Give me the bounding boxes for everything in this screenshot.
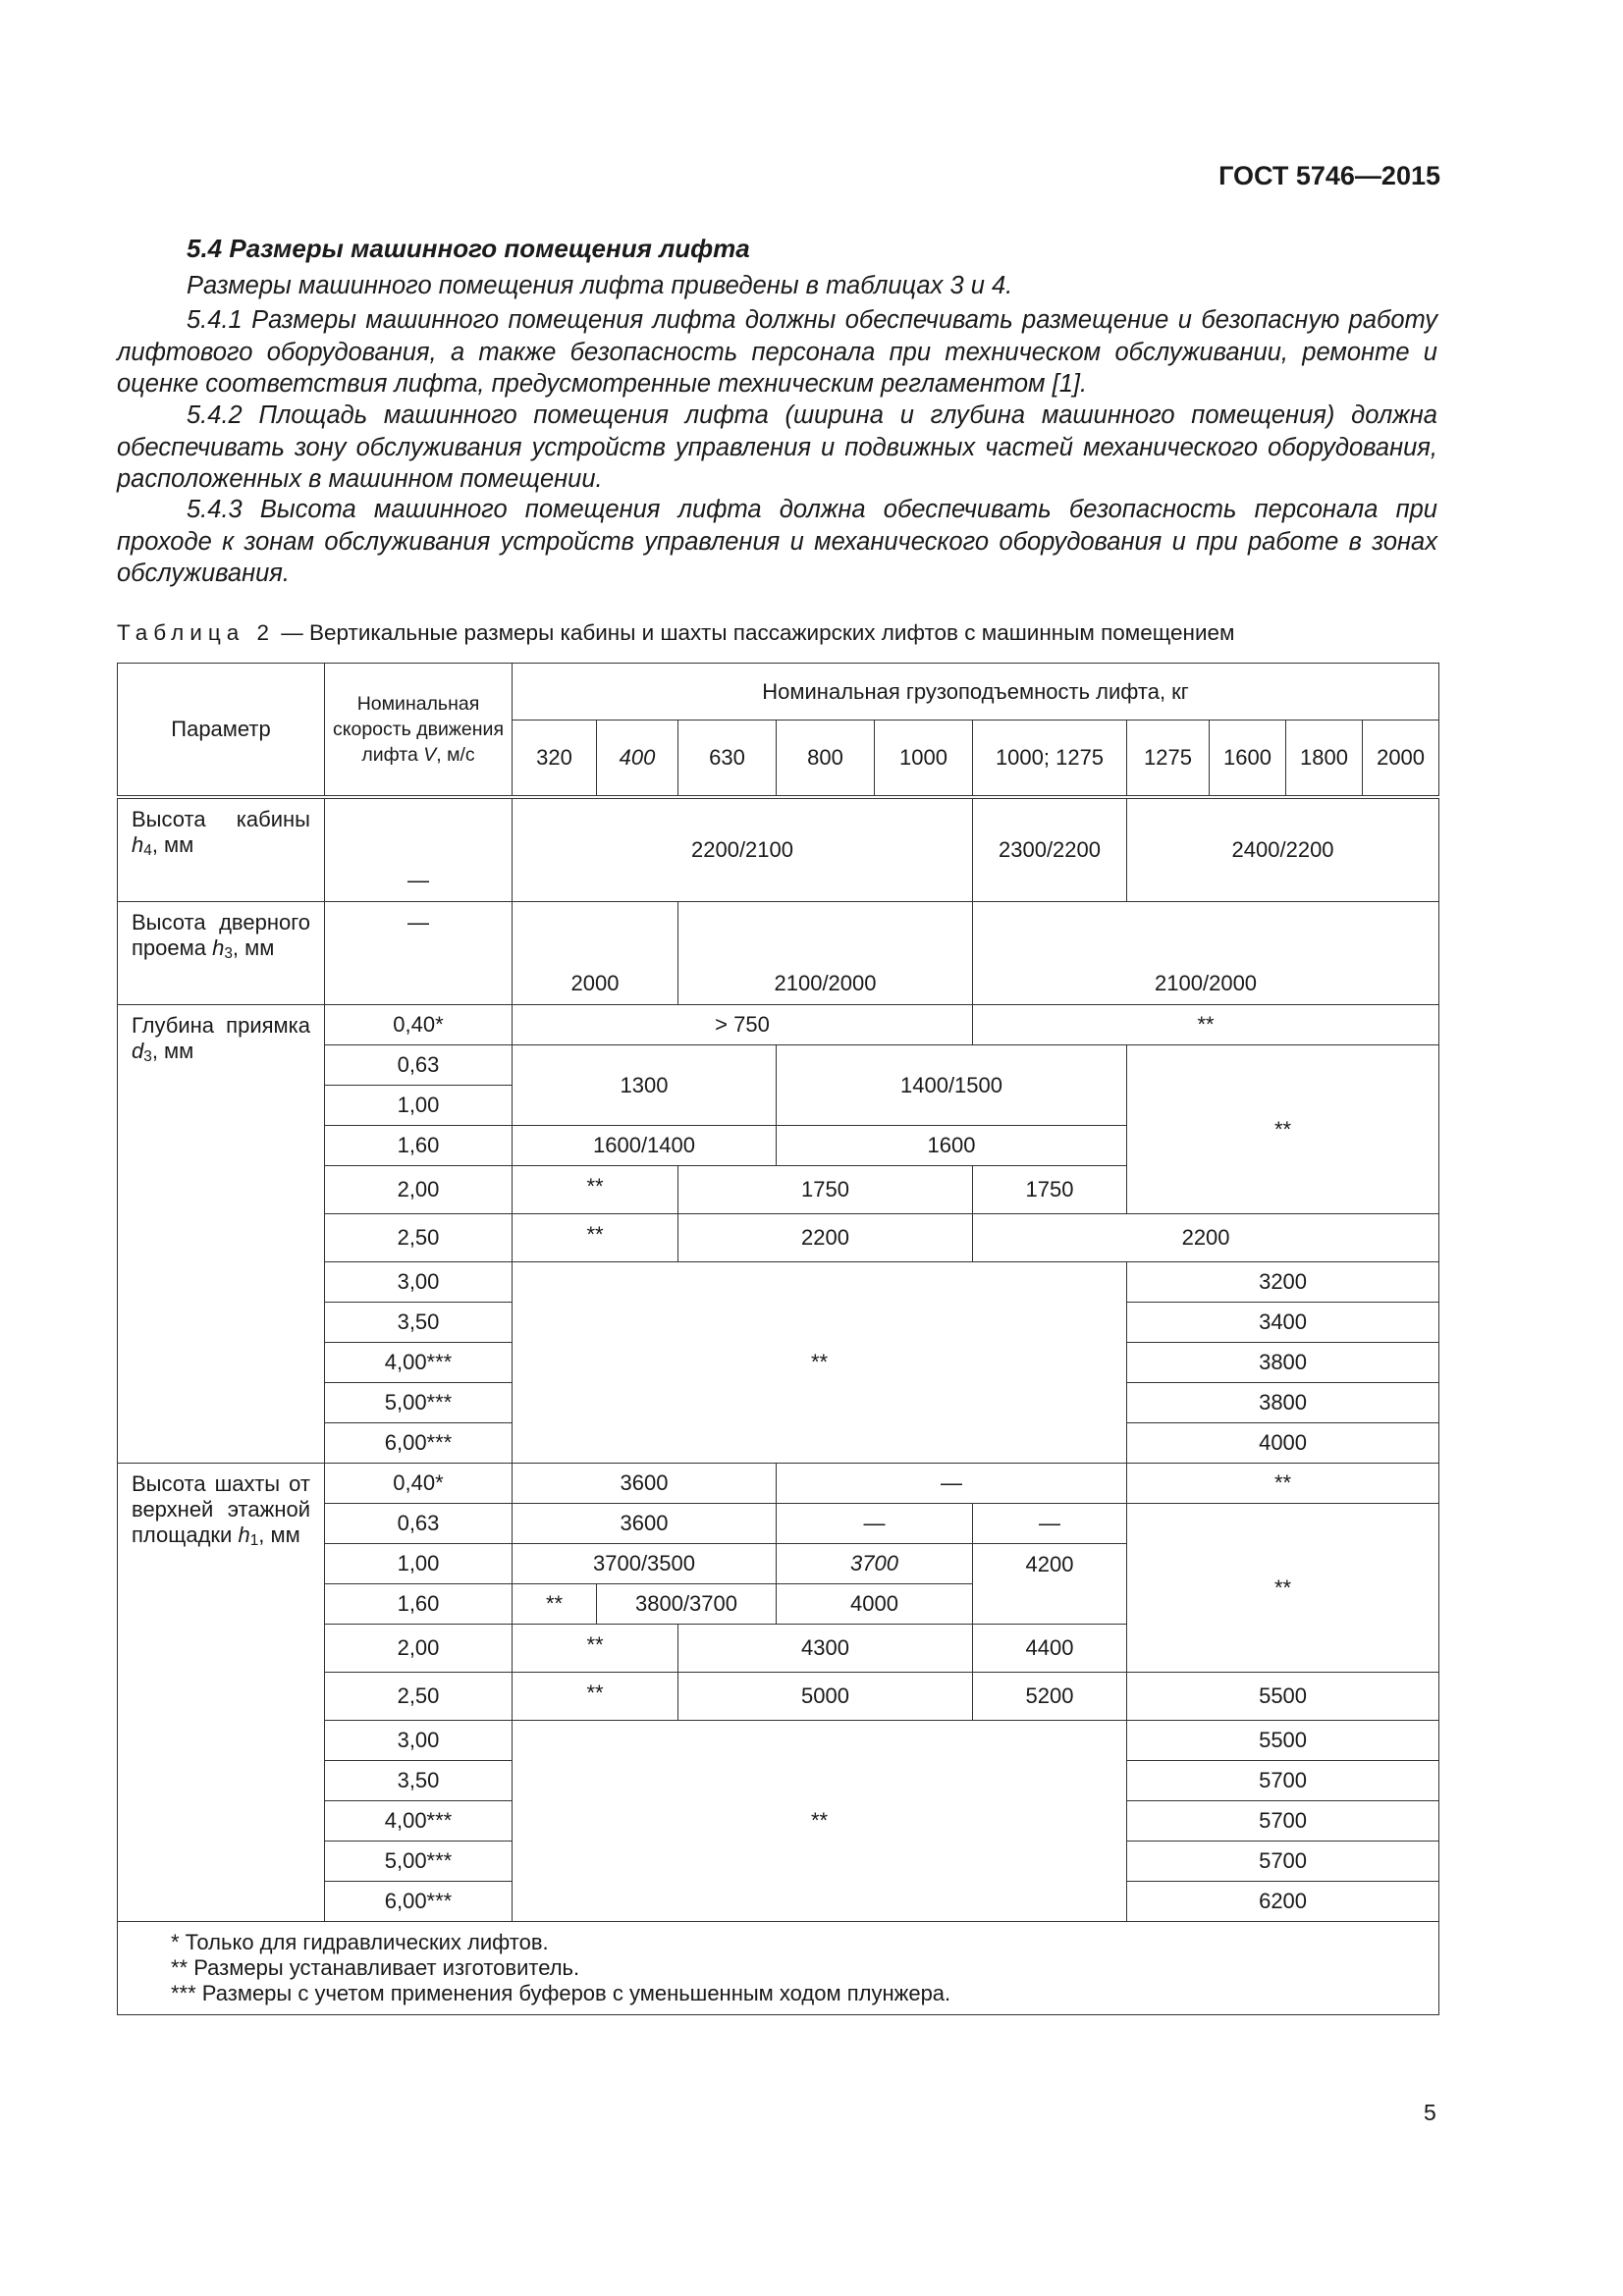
speed-cell: 1,00 (325, 1086, 513, 1126)
cell: 5200 (973, 1673, 1127, 1721)
page-number: 5 (1424, 2100, 1436, 2125)
cell: — (777, 1504, 973, 1544)
table-caption-label: Таблица 2 (117, 620, 275, 645)
cell: ** (513, 1673, 678, 1721)
paragraph-intro: Размеры машинного помещения лифта приведены в таблицах 3 и 4. (187, 272, 1013, 299)
cell: 1600/1400 (513, 1126, 777, 1166)
table-header-row (118, 664, 1439, 721)
cell: 2200 (973, 1214, 1439, 1262)
speed-cell: 0,40* (325, 1464, 513, 1504)
cell: 2100/2000 (678, 902, 973, 1005)
cell: 3700/3500 (513, 1544, 777, 1584)
cell: 4200 (973, 1544, 1127, 1625)
cell: > 750 (513, 1005, 973, 1045)
param-pit-depth: Глубина приямка $d_3$, мм (118, 1005, 325, 1464)
cell: 3800 (1127, 1343, 1439, 1383)
cell: 4000 (1127, 1423, 1439, 1464)
cell: 3600 (513, 1504, 777, 1544)
cell: 3200 (1127, 1262, 1439, 1303)
cell: 1400/1500 (777, 1045, 1127, 1126)
table-row (118, 1005, 1439, 1045)
speed-cell: 1,00 (325, 1544, 513, 1584)
cell: 2200/2100 (513, 797, 973, 902)
header-load: 630 (678, 721, 777, 798)
cell: 6200 (1127, 1882, 1439, 1922)
cell: 1750 (678, 1166, 973, 1214)
table-notes-row (118, 1922, 1439, 2015)
speed-cell: 6,00*** (325, 1882, 513, 1922)
table-row (118, 1464, 1439, 1504)
document-header: ГОСТ 5746—2015 (1218, 161, 1440, 190)
cell: 2300/2200 (973, 797, 1127, 902)
cell: 4400 (973, 1625, 1127, 1673)
cell: ** (973, 1005, 1439, 1045)
speed-cell: 3,00 (325, 1262, 513, 1303)
note: * Только для гидравлических лифтов. (171, 1930, 549, 1954)
cell: — (777, 1464, 1127, 1504)
header-load: 1275 (1127, 721, 1210, 798)
cell: 5500 (1127, 1673, 1439, 1721)
table-row-door-height (118, 902, 1439, 1005)
cell: 1300 (513, 1045, 777, 1126)
paragraph-5-4-2: 5.4.2 Площадь машинного помещения лифта (ширина и глубина машинного помещения) должна обеспечивать зону обслуживания устройств управления и подвижных частей механического оборудования, расположенных в машинном помещении. (117, 401, 1437, 493)
header-load: 400 (597, 721, 678, 798)
param-door-height: Высота дверного проема $h_3$, мм (118, 902, 325, 1005)
note: *** Размеры с учетом применения буферов с уменьшенным ходом плунжера. (171, 1981, 951, 2005)
cell: 2100/2000 (973, 902, 1439, 1005)
speed-cell: 4,00*** (325, 1801, 513, 1842)
paragraph-5-4-3: 5.4.3 Высота машинного помещения лифта должна обеспечивать безопасность персонала при проходе к зонам обслуживания устройств управления и механического оборудования и при работе в зонах обслуживания. (117, 496, 1437, 587)
speed-cell: 1,60 (325, 1126, 513, 1166)
cell: ** (513, 1262, 1127, 1464)
table-row-cabin-height (118, 797, 1439, 902)
speed-cell: 3,00 (325, 1721, 513, 1761)
speed-cell: 5,00*** (325, 1383, 513, 1423)
speed-cell: 0,63 (325, 1045, 513, 1086)
cell: 4000 (777, 1584, 973, 1625)
cell: 5700 (1127, 1842, 1439, 1882)
speed-cell: 4,00*** (325, 1343, 513, 1383)
param-cabin-height: Высота кабины $h_4$, мм (118, 797, 325, 902)
param-shaft-height: Высота шахты от верхней этажной площадки $h_1$, мм (118, 1464, 325, 1922)
cell: 2000 (513, 902, 678, 1005)
cell: — (973, 1504, 1127, 1544)
header-load: 1000; 1275 (973, 721, 1127, 798)
cell: ** (513, 1584, 597, 1625)
cell: ** (513, 1166, 678, 1214)
cell: 5500 (1127, 1721, 1439, 1761)
cell: 4300 (678, 1625, 973, 1673)
cell: ** (1127, 1504, 1439, 1673)
speed-cell: 2,00 (325, 1166, 513, 1214)
header-load: 320 (513, 721, 597, 798)
speed-cell: 6,00*** (325, 1423, 513, 1464)
cell: 3400 (1127, 1303, 1439, 1343)
section-title: 5.4 Размеры машинного помещения лифта (187, 234, 750, 263)
speed-cell: 0,63 (325, 1504, 513, 1544)
speed-cell: 2,50 (325, 1673, 513, 1721)
cell: ** (1127, 1464, 1439, 1504)
header-parameter: Параметр (118, 664, 325, 798)
cell: 3600 (513, 1464, 777, 1504)
cell: 5000 (678, 1673, 973, 1721)
header-capacity: Номинальная грузоподъемность лифта, кг (513, 664, 1439, 721)
cell: ** (513, 1721, 1127, 1922)
cell: 3800 (1127, 1383, 1439, 1423)
cell: — (325, 902, 513, 1005)
header-load: 1600 (1210, 721, 1286, 798)
header-speed: Номинальная скорость движения лифта V, м/с (325, 664, 513, 798)
speed-cell: 3,50 (325, 1303, 513, 1343)
speed-cell: 5,00*** (325, 1842, 513, 1882)
cell: ** (513, 1214, 678, 1262)
cell: 3800/3700 (597, 1584, 777, 1625)
cell: 2400/2200 (1127, 797, 1439, 902)
cell: — (325, 797, 513, 902)
header-load: 1800 (1286, 721, 1363, 798)
speed-cell: 2,50 (325, 1214, 513, 1262)
cell: 3700 (777, 1544, 973, 1584)
cell: 5700 (1127, 1761, 1439, 1801)
cell: 5700 (1127, 1801, 1439, 1842)
speed-cell: 3,50 (325, 1761, 513, 1801)
speed-cell: 0,40* (325, 1005, 513, 1045)
cell: 1750 (973, 1166, 1127, 1214)
paragraph-5-4-1: 5.4.1 Размеры машинного помещения лифта должны обеспечивать размещение и безопасную работу лифтового оборудования, а также безопасность персонала при техническом обслуживании, ремонте и оценке соответствия лифта, предусмотренные техническим регламентом [1]. (117, 306, 1437, 398)
note: ** Размеры устанавливает изготовитель. (171, 1955, 580, 1980)
table-caption (117, 620, 1235, 646)
cell: 1600 (777, 1126, 1127, 1166)
table-caption-text: — Вертикальные размеры кабины и шахты пассажирских лифтов с машинным помещением (275, 620, 1235, 645)
header-load: 2000 (1363, 721, 1439, 798)
speed-cell: 2,00 (325, 1625, 513, 1673)
header-load: 1000 (875, 721, 973, 798)
dimensions-table (117, 663, 1439, 2015)
header-load: 800 (777, 721, 875, 798)
cell: ** (1127, 1045, 1439, 1214)
cell: ** (513, 1625, 678, 1673)
speed-cell: 1,60 (325, 1584, 513, 1625)
table-notes (118, 1922, 1439, 2015)
cell: 2200 (678, 1214, 973, 1262)
